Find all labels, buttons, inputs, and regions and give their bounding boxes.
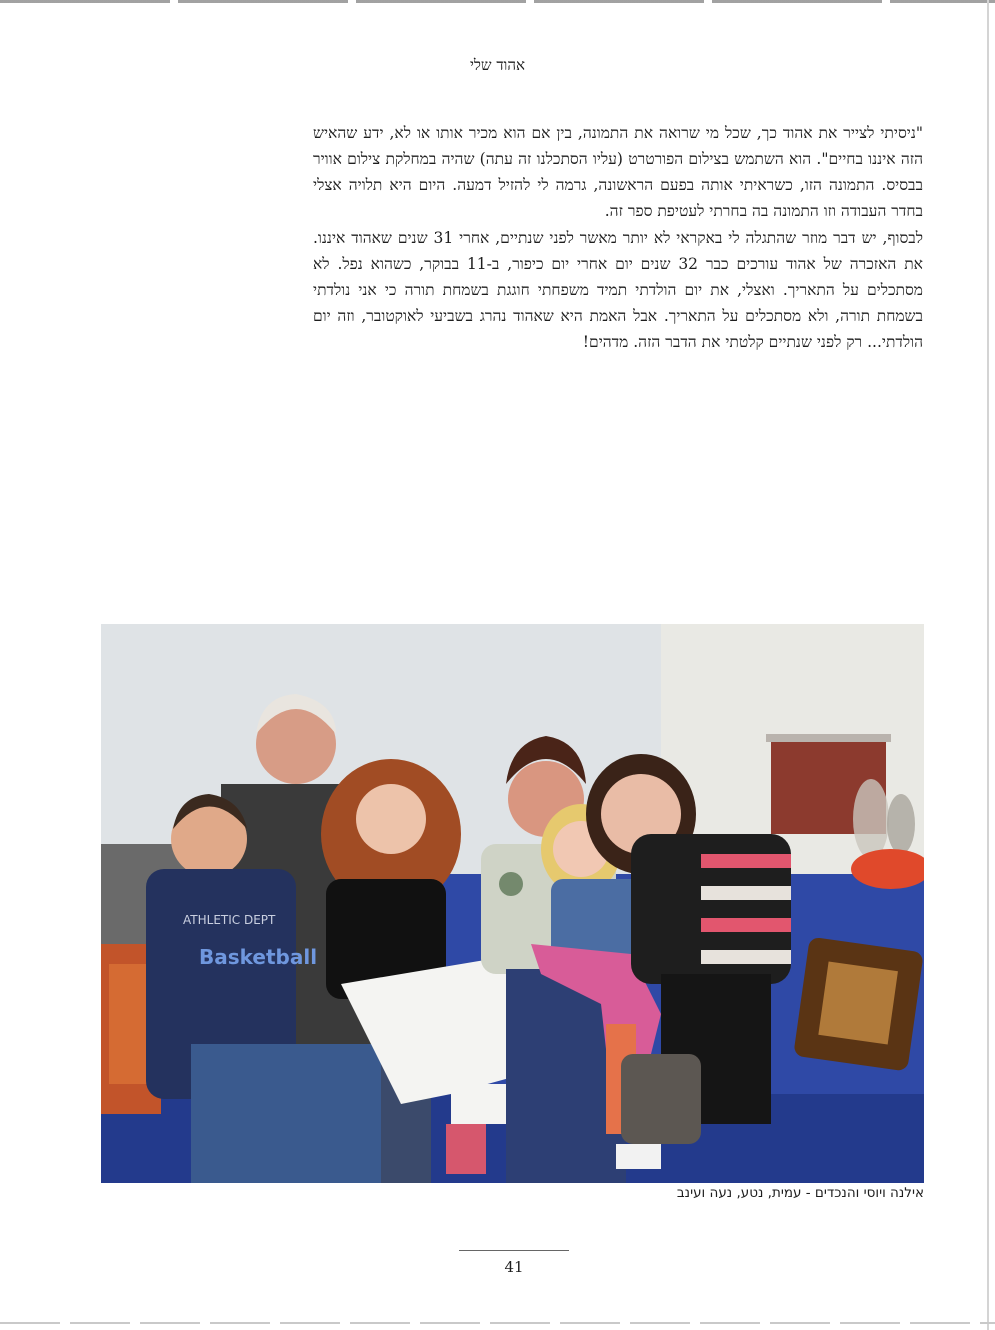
bottom-scan-edge (0, 1322, 995, 1324)
hoodie-print-2: Basketball (199, 945, 318, 969)
right-scan-edge (987, 0, 989, 1330)
top-scan-edge (0, 0, 995, 3)
glass-decanter (853, 779, 889, 859)
running-head: אהוד שלי (469, 56, 526, 74)
family-photo (101, 624, 924, 1183)
body-text (313, 120, 923, 356)
page-number: 41 (504, 1258, 524, 1276)
paragraph-1: "ניסיתי לצייר את אהוד כך, שכל מי שרואה את התמונה, בין אם הוא מכיר אותו או לא, ידע שהאיש הזה איננו בחיים". הוא השתמש בצילום הפורטרט (עליו הסתכלנו זה עתה) שהיה במחלקת צילום אוויר בבסיס. התמונה הזו, כשראיתי אותה בפעם הראשונה, גרמה לי להזיל דמעה. היום היא תלויה אצלי בחדר העבודה וזו התמונה בה בחרתי לעטיפת ספר זה. (313, 124, 923, 220)
folio-rule (459, 1250, 569, 1251)
hoodie-print-1: ATHLETIC DEPT (183, 913, 276, 927)
girl-head (356, 784, 426, 854)
paragraph-2: לבסוף, יש דבר מוזר שהתגלה לי באקראי לא יותר מאשר לפני שנתיים, אחרי 31 שנים שאהוד איננו. את האזכרה של אהוד עורכים כבר 32 שנים יום אחרי יום כיפור, ב-11 בבוקר, כשהוא נפל. לא מסתכלים על התאריך. ואצלי, את יום הולדתי תמיד משפחתי חוגגת בשמחת תורה כי אני נולדתי בשמחת תורה, ולא מסתכלים על התאריך. אבל האמת היא שאהוד נהרג בשביעי לאוקטובר, וזה יום הולדתי... רק לפני שנתיים קלטתי את הדבר הזה. מדהים! (313, 229, 923, 351)
photo-caption: אילנה ויוסי והנכדים - עמית, נטע, נעה ועינב (676, 1185, 924, 1201)
